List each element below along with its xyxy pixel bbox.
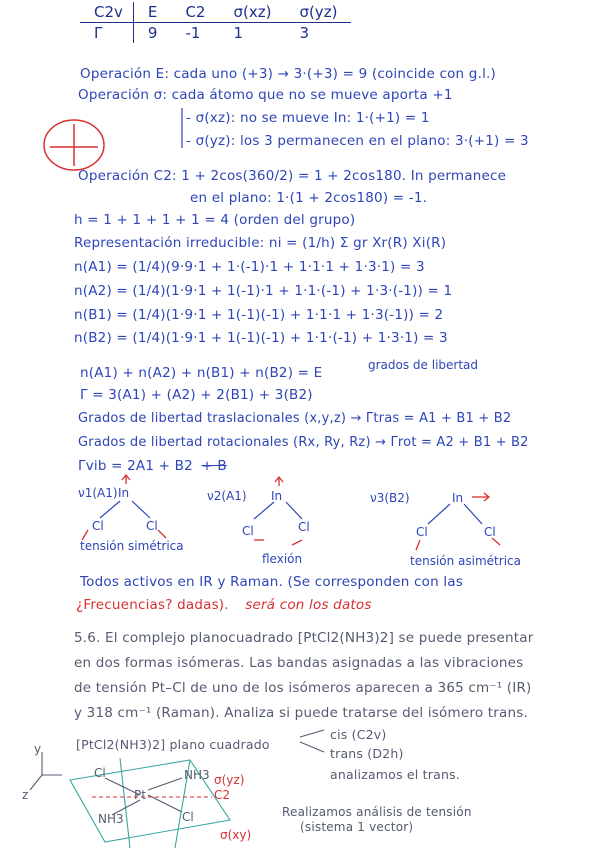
operation-c2-a: Operación C2: 1 + 2cos(360/2) = 1 + 2cos180. In permanece [78,168,507,184]
n-b2: n(B2) = (1/4)(1·9·1 + 1(-1)(-1) + 1·1·(-1) + 1·3·1) = 3 [74,330,448,346]
analyze-trans: analizamos el trans. [330,767,460,782]
header-sigma-xz: σ(xz) [219,2,285,23]
header-c2: C2 [171,2,219,23]
header-sigma-yz: σ(yz) [285,2,351,23]
cl-upper-left: Cl [94,766,106,780]
axis-y-label: y [34,742,42,756]
plane-edge-1 [120,758,130,848]
frequencies-text: ¿Frecuencias? dadas). [76,597,229,613]
group-order: h = 1 + 1 + 1 + 1 = 4 (orden del grupo) [74,212,356,228]
axis-z-label: z [22,788,29,802]
mode2-title: ν2(A1) [207,489,247,503]
value-sigma-xz: 1 [233,24,244,42]
vibrational-text: Γvib = 2A1 + B2 [78,458,193,474]
nh3-upper-right: NH3 [184,768,210,782]
rotational-line: Grados de libertad rotacionales (Rx, Ry, Rz) → Γrot = A2 + B1 + B2 [78,435,529,450]
stretch-analysis: Realizamos análisis de tensión [282,805,472,819]
sigma-yz-line: - σ(yz): los 3 permanecen en el plano: 3·(+1) = 3 [186,133,529,149]
cis-isomer: cis (C2v) [330,727,387,742]
problem-5-6-line4: y 318 cm⁻¹ (Raman). Analiza si puede tratarse del isómero trans. [74,705,528,721]
sigma-yz-label: σ(yz) [214,773,245,787]
mode1-atom: In [118,486,130,500]
n-a1: n(A1) = (1/4)(9·9·1 + 1·(-1)·1 + 1·1·1 + 1·3·1) = 3 [74,259,425,275]
pt-center: Pt [134,788,146,802]
operation-c2-b: en el plano: 1·(1 + 2cos180) = -1. [190,190,428,206]
nh3-lower-left: NH3 [98,812,124,826]
mode2-atom: In [271,489,283,503]
pt-nh3-bond-1 [148,778,182,790]
problem-5-6-line1: 5.6. El complejo planocuadrado [PtCl2(NH3)2] se puede presentar [74,630,534,646]
gamma-cell: Γ [80,23,133,44]
active-ir-raman: Todos activos en IR y Raman. (Se corresponden con las [80,574,463,590]
problem-5-6-line2: en dos formas isómeras. Las bandas asignadas a las vibraciones [74,655,524,671]
one-vector-system: (sistema 1 vector) [300,820,414,834]
sum-line: n(A1) + n(A2) + n(B1) + n(B2) = E [80,365,323,381]
mode3-cl-right: Cl [484,525,496,539]
cl-lower-right: Cl [182,810,194,824]
translational-line: Grados de libertad traslacionales (x,y,z) → Γtras = A1 + B1 + B2 [78,411,512,426]
mode2-cl-right: Cl [298,520,310,534]
c2-label: C2 [214,788,231,802]
n-b1: n(B1) = (1/4)(1·9·1 + 1(-1)(-1) + 1·1·1 + 1·3(-1)) = 2 [74,307,444,323]
vibrational-struck: + B [201,458,227,474]
header-e: E [133,2,171,23]
mode1-title: ν1(A1) [78,486,118,500]
brace-down [300,742,324,752]
sum-note: grados de libertad [368,358,479,372]
frequencies-note: será con los datos [245,597,372,613]
axis-z-line [30,775,42,790]
irreducible-formula: Representación irreducible: ni = (1/h) Σ gr Xr(R) Xi(R) [74,235,447,251]
mode3-cl-left: Cl [416,525,428,539]
mode1-cl-right: Cl [146,519,158,533]
mode3-atom: In [452,491,464,505]
problem-5-6-line3: de tensión Pt–Cl de uno de los isómeros aparecen a 365 cm⁻¹ (IR) [74,680,532,696]
mode2-cl-left: Cl [242,524,254,538]
mode2-caption: flexión [262,552,303,566]
gamma-decomposition: Γ = 3(A1) + (A2) + 2(B1) + 3(B2) [80,387,313,403]
n-a2: n(A2) = (1/4)(1·9·1 + 1(-1)·1 + 1·1·(-1) + 1·3·(-1)) = 1 [74,283,453,299]
operation-e: Operación E: cada uno (+3) → 3·(+3) = 9 (coincide con g.l.) [80,66,496,82]
value-sigma-yz: 3 [299,24,309,42]
mode3-title: ν3(B2) [370,491,410,505]
value-e: 9 [147,24,158,42]
trans-isomer: trans (D2h) [330,746,404,761]
mode3-caption: tensión asimétrica [410,554,521,568]
mode1-caption: tensión simétrica [80,539,184,553]
value-c2: -1 [185,24,201,42]
sigma-xy-label: σ(xy) [220,828,252,842]
sigma-xz-line: - σ(xz): no se mueve In: 1·(+1) = 1 [186,110,430,126]
operation-sigma: Operación σ: cada átomo que no se mueve aporta +1 [78,87,453,103]
brace-up [300,730,324,737]
complex-label: [PtCl2(NH3)2] plano cuadrado [76,737,270,752]
point-group-cell: C2v [80,2,133,23]
mode1-cl-left: Cl [92,519,104,533]
